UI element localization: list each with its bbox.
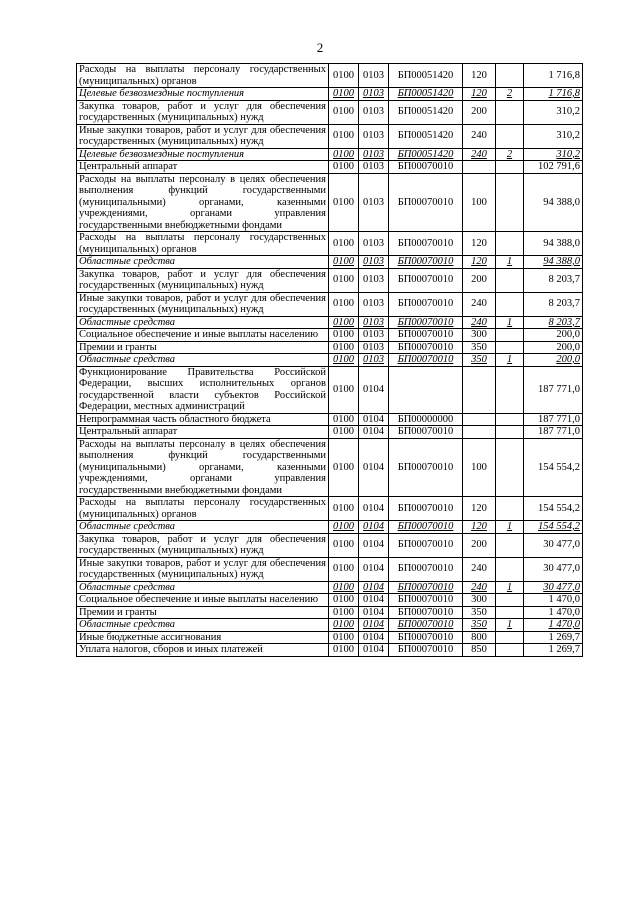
target-article-cell: БП00070010 bbox=[389, 354, 463, 367]
expense-type-cell: 120 bbox=[463, 88, 496, 101]
table-row bbox=[77, 413, 583, 426]
expense-type-cell: 240 bbox=[463, 316, 496, 329]
funding-source-cell bbox=[496, 438, 524, 497]
row-name-cell: Закупка товаров, работ и услуг для обеспечения государственных (муниципальных) нужд bbox=[77, 268, 329, 292]
expense-type-cell: 350 bbox=[463, 619, 496, 632]
amount-cell: 187 771,0 bbox=[524, 426, 583, 439]
funding-source-cell bbox=[496, 606, 524, 619]
table-row bbox=[77, 268, 583, 292]
row-name-cell: Расходы на выплаты персоналу государственных (муниципальных) органов bbox=[77, 64, 329, 88]
table-row bbox=[77, 148, 583, 161]
table-row bbox=[77, 354, 583, 367]
section-code-cell: 0100 bbox=[329, 124, 359, 148]
table-row bbox=[77, 581, 583, 594]
target-article-cell: БП00070010 bbox=[389, 426, 463, 439]
section-code-cell: 0100 bbox=[329, 581, 359, 594]
amount-cell: 1 470,0 bbox=[524, 594, 583, 607]
amount-cell: 1 716,8 bbox=[524, 88, 583, 101]
amount-cell: 154 554,2 bbox=[524, 521, 583, 534]
funding-source-cell bbox=[496, 413, 524, 426]
section-code-cell: 0100 bbox=[329, 426, 359, 439]
subsection-code-cell: 0103 bbox=[359, 232, 389, 256]
section-code-cell: 0100 bbox=[329, 413, 359, 426]
expense-type-cell: 300 bbox=[463, 594, 496, 607]
budget-table bbox=[76, 63, 583, 657]
section-code-cell: 0100 bbox=[329, 606, 359, 619]
funding-source-cell bbox=[496, 557, 524, 581]
subsection-code-cell: 0103 bbox=[359, 173, 389, 232]
subsection-code-cell: 0104 bbox=[359, 366, 389, 413]
row-name-cell: Областные средства bbox=[77, 316, 329, 329]
page-number: 2 bbox=[316, 40, 324, 55]
target-article-cell: БП00070010 bbox=[389, 292, 463, 316]
row-name-cell: Центральный аппарат bbox=[77, 161, 329, 174]
expense-type-cell bbox=[463, 366, 496, 413]
subsection-code-cell: 0103 bbox=[359, 100, 389, 124]
target-article-cell: БП00070010 bbox=[389, 557, 463, 581]
amount-cell: 200,0 bbox=[524, 341, 583, 354]
amount-cell: 102 791,6 bbox=[524, 161, 583, 174]
row-name-cell: Иные бюджетные ассигнования bbox=[77, 631, 329, 644]
subsection-code-cell: 0104 bbox=[359, 426, 389, 439]
expense-type-cell: 200 bbox=[463, 268, 496, 292]
subsection-code-cell: 0104 bbox=[359, 521, 389, 534]
expense-type-cell: 100 bbox=[463, 438, 496, 497]
section-code-cell: 0100 bbox=[329, 594, 359, 607]
funding-source-cell bbox=[496, 124, 524, 148]
funding-source-cell bbox=[496, 366, 524, 413]
expense-type-cell: 120 bbox=[463, 232, 496, 256]
subsection-code-cell: 0103 bbox=[359, 354, 389, 367]
expense-type-cell bbox=[463, 413, 496, 426]
section-code-cell: 0100 bbox=[329, 88, 359, 101]
amount-cell: 94 388,0 bbox=[524, 232, 583, 256]
target-article-cell: БП00070010 bbox=[389, 521, 463, 534]
table-row bbox=[77, 644, 583, 657]
target-article-cell: БП00070010 bbox=[389, 161, 463, 174]
amount-cell: 30 477,0 bbox=[524, 533, 583, 557]
expense-type-cell: 240 bbox=[463, 148, 496, 161]
target-article-cell: БП00000000 bbox=[389, 413, 463, 426]
row-name-cell: Целевые безвозмездные поступления bbox=[77, 88, 329, 101]
funding-source-cell bbox=[496, 100, 524, 124]
table-row bbox=[77, 533, 583, 557]
expense-type-cell: 120 bbox=[463, 256, 496, 269]
target-article-cell: БП00070010 bbox=[389, 533, 463, 557]
target-article-cell: БП00070010 bbox=[389, 644, 463, 657]
funding-source-cell bbox=[496, 631, 524, 644]
expense-type-cell: 850 bbox=[463, 644, 496, 657]
funding-source-cell bbox=[496, 426, 524, 439]
expense-type-cell: 120 bbox=[463, 497, 496, 521]
subsection-code-cell: 0103 bbox=[359, 292, 389, 316]
funding-source-cell: 1 bbox=[496, 256, 524, 269]
funding-source-cell: 2 bbox=[496, 148, 524, 161]
subsection-code-cell: 0104 bbox=[359, 497, 389, 521]
funding-source-cell: 1 bbox=[496, 521, 524, 534]
table-row bbox=[77, 64, 583, 88]
subsection-code-cell: 0104 bbox=[359, 438, 389, 497]
target-article-cell: БП00070010 bbox=[389, 606, 463, 619]
target-article-cell: БП00070010 bbox=[389, 329, 463, 342]
amount-cell: 1 269,7 bbox=[524, 644, 583, 657]
expense-type-cell bbox=[463, 161, 496, 174]
table-row bbox=[77, 232, 583, 256]
target-article-cell: БП00070010 bbox=[389, 631, 463, 644]
row-name-cell: Центральный аппарат bbox=[77, 426, 329, 439]
amount-cell: 200,0 bbox=[524, 329, 583, 342]
subsection-code-cell: 0103 bbox=[359, 268, 389, 292]
expense-type-cell: 350 bbox=[463, 354, 496, 367]
section-code-cell: 0100 bbox=[329, 316, 359, 329]
budget-table-body bbox=[77, 64, 583, 657]
expense-type-cell: 350 bbox=[463, 341, 496, 354]
amount-cell: 94 388,0 bbox=[524, 256, 583, 269]
section-code-cell: 0100 bbox=[329, 268, 359, 292]
subsection-code-cell: 0103 bbox=[359, 329, 389, 342]
funding-source-cell bbox=[496, 292, 524, 316]
row-name-cell: Иные закупки товаров, работ и услуг для обеспечения государственных (муниципальных) нужд bbox=[77, 557, 329, 581]
row-name-cell: Функционирование Правительства Российской Федерации, высших исполнительных органов государственной власти субъектов Российской Федерации, местных администраций bbox=[77, 366, 329, 413]
funding-source-cell: 2 bbox=[496, 88, 524, 101]
row-name-cell: Премии и гранты bbox=[77, 606, 329, 619]
table-row bbox=[77, 316, 583, 329]
subsection-code-cell: 0104 bbox=[359, 631, 389, 644]
target-article-cell: БП00070010 bbox=[389, 581, 463, 594]
subsection-code-cell: 0103 bbox=[359, 256, 389, 269]
table-row bbox=[77, 341, 583, 354]
target-article-cell: БП00070010 bbox=[389, 438, 463, 497]
row-name-cell: Расходы на выплаты персоналу в целях обеспечения выполнения функций государственными (муниципальными) органами, казенными учреждениями, органами управления государственными внебюджетными фондами bbox=[77, 173, 329, 232]
row-name-cell: Закупка товаров, работ и услуг для обеспечения государственных (муниципальных) нужд bbox=[77, 533, 329, 557]
subsection-code-cell: 0104 bbox=[359, 413, 389, 426]
section-code-cell: 0100 bbox=[329, 232, 359, 256]
section-code-cell: 0100 bbox=[329, 533, 359, 557]
section-code-cell: 0100 bbox=[329, 292, 359, 316]
expense-type-cell: 120 bbox=[463, 64, 496, 88]
row-name-cell: Иные закупки товаров, работ и услуг для обеспечения государственных (муниципальных) нужд bbox=[77, 124, 329, 148]
row-name-cell: Социальное обеспечение и иные выплаты населению bbox=[77, 594, 329, 607]
amount-cell: 1 470,0 bbox=[524, 606, 583, 619]
amount-cell: 200,0 bbox=[524, 354, 583, 367]
subsection-code-cell: 0104 bbox=[359, 594, 389, 607]
target-article-cell: БП00051420 bbox=[389, 64, 463, 88]
expense-type-cell: 100 bbox=[463, 173, 496, 232]
amount-cell: 154 554,2 bbox=[524, 497, 583, 521]
row-name-cell: Областные средства bbox=[77, 581, 329, 594]
table-row bbox=[77, 521, 583, 534]
expense-type-cell: 240 bbox=[463, 557, 496, 581]
section-code-cell: 0100 bbox=[329, 619, 359, 632]
table-row bbox=[77, 256, 583, 269]
subsection-code-cell: 0103 bbox=[359, 316, 389, 329]
expense-type-cell: 200 bbox=[463, 100, 496, 124]
subsection-code-cell: 0104 bbox=[359, 533, 389, 557]
amount-cell: 8 203,7 bbox=[524, 292, 583, 316]
section-code-cell: 0100 bbox=[329, 161, 359, 174]
subsection-code-cell: 0103 bbox=[359, 124, 389, 148]
amount-cell: 1 470,0 bbox=[524, 619, 583, 632]
table-row bbox=[77, 619, 583, 632]
expense-type-cell: 240 bbox=[463, 124, 496, 148]
section-code-cell: 0100 bbox=[329, 354, 359, 367]
section-code-cell: 0100 bbox=[329, 100, 359, 124]
expense-type-cell: 200 bbox=[463, 533, 496, 557]
row-name-cell: Областные средства bbox=[77, 256, 329, 269]
amount-cell: 1 716,8 bbox=[524, 64, 583, 88]
funding-source-cell bbox=[496, 232, 524, 256]
expense-type-cell bbox=[463, 426, 496, 439]
amount-cell: 310,2 bbox=[524, 148, 583, 161]
section-code-cell: 0100 bbox=[329, 256, 359, 269]
expense-type-cell: 120 bbox=[463, 521, 496, 534]
table-row bbox=[77, 594, 583, 607]
subsection-code-cell: 0103 bbox=[359, 341, 389, 354]
row-name-cell: Областные средства bbox=[77, 521, 329, 534]
funding-source-cell bbox=[496, 341, 524, 354]
target-article-cell: БП00070010 bbox=[389, 619, 463, 632]
funding-source-cell bbox=[496, 161, 524, 174]
subsection-code-cell: 0103 bbox=[359, 148, 389, 161]
subsection-code-cell: 0104 bbox=[359, 606, 389, 619]
section-code-cell: 0100 bbox=[329, 341, 359, 354]
expense-type-cell: 800 bbox=[463, 631, 496, 644]
table-row bbox=[77, 438, 583, 497]
amount-cell: 310,2 bbox=[524, 100, 583, 124]
table-row bbox=[77, 173, 583, 232]
funding-source-cell: 1 bbox=[496, 581, 524, 594]
table-row bbox=[77, 606, 583, 619]
table-row bbox=[77, 100, 583, 124]
target-article-cell: БП00070010 bbox=[389, 497, 463, 521]
funding-source-cell: 1 bbox=[496, 619, 524, 632]
funding-source-cell: 1 bbox=[496, 354, 524, 367]
funding-source-cell bbox=[496, 268, 524, 292]
expense-type-cell: 240 bbox=[463, 581, 496, 594]
amount-cell: 187 771,0 bbox=[524, 366, 583, 413]
funding-source-cell: 1 bbox=[496, 316, 524, 329]
funding-source-cell bbox=[496, 173, 524, 232]
amount-cell: 310,2 bbox=[524, 124, 583, 148]
amount-cell: 94 388,0 bbox=[524, 173, 583, 232]
table-row bbox=[77, 631, 583, 644]
funding-source-cell bbox=[496, 497, 524, 521]
table-row bbox=[77, 161, 583, 174]
section-code-cell: 0100 bbox=[329, 521, 359, 534]
funding-source-cell bbox=[496, 64, 524, 88]
subsection-code-cell: 0104 bbox=[359, 581, 389, 594]
table-row bbox=[77, 329, 583, 342]
target-article-cell bbox=[389, 366, 463, 413]
row-name-cell: Закупка товаров, работ и услуг для обеспечения государственных (муниципальных) нужд bbox=[77, 100, 329, 124]
subsection-code-cell: 0103 bbox=[359, 161, 389, 174]
target-article-cell: БП00051420 bbox=[389, 148, 463, 161]
target-article-cell: БП00070010 bbox=[389, 173, 463, 232]
amount-cell: 1 269,7 bbox=[524, 631, 583, 644]
amount-cell: 154 554,2 bbox=[524, 438, 583, 497]
row-name-cell: Областные средства bbox=[77, 354, 329, 367]
row-name-cell: Премии и гранты bbox=[77, 341, 329, 354]
row-name-cell: Уплата налогов, сборов и иных платежей bbox=[77, 644, 329, 657]
target-article-cell: БП00070010 bbox=[389, 232, 463, 256]
target-article-cell: БП00070010 bbox=[389, 341, 463, 354]
amount-cell: 8 203,7 bbox=[524, 268, 583, 292]
section-code-cell: 0100 bbox=[329, 173, 359, 232]
expense-type-cell: 300 bbox=[463, 329, 496, 342]
subsection-code-cell: 0104 bbox=[359, 557, 389, 581]
target-article-cell: БП00070010 bbox=[389, 316, 463, 329]
amount-cell: 30 477,0 bbox=[524, 581, 583, 594]
target-article-cell: БП00070010 bbox=[389, 256, 463, 269]
target-article-cell: БП00070010 bbox=[389, 268, 463, 292]
funding-source-cell bbox=[496, 533, 524, 557]
subsection-code-cell: 0104 bbox=[359, 644, 389, 657]
row-name-cell: Областные средства bbox=[77, 619, 329, 632]
section-code-cell: 0100 bbox=[329, 631, 359, 644]
target-article-cell: БП00070010 bbox=[389, 594, 463, 607]
row-name-cell: Расходы на выплаты персоналу государственных (муниципальных) органов bbox=[77, 232, 329, 256]
table-row bbox=[77, 366, 583, 413]
table-row bbox=[77, 557, 583, 581]
section-code-cell: 0100 bbox=[329, 329, 359, 342]
funding-source-cell bbox=[496, 644, 524, 657]
table-row bbox=[77, 88, 583, 101]
funding-source-cell bbox=[496, 594, 524, 607]
subsection-code-cell: 0104 bbox=[359, 619, 389, 632]
table-row bbox=[77, 497, 583, 521]
row-name-cell: Непрограммная часть областного бюджета bbox=[77, 413, 329, 426]
row-name-cell: Целевые безвозмездные поступления bbox=[77, 148, 329, 161]
table-row bbox=[77, 292, 583, 316]
row-name-cell: Социальное обеспечение и иные выплаты населению bbox=[77, 329, 329, 342]
table-row bbox=[77, 426, 583, 439]
section-code-cell: 0100 bbox=[329, 438, 359, 497]
amount-cell: 187 771,0 bbox=[524, 413, 583, 426]
section-code-cell: 0100 bbox=[329, 148, 359, 161]
subsection-code-cell: 0103 bbox=[359, 88, 389, 101]
section-code-cell: 0100 bbox=[329, 64, 359, 88]
subsection-code-cell: 0103 bbox=[359, 64, 389, 88]
section-code-cell: 0100 bbox=[329, 366, 359, 413]
section-code-cell: 0100 bbox=[329, 644, 359, 657]
expense-type-cell: 350 bbox=[463, 606, 496, 619]
row-name-cell: Расходы на выплаты персоналу в целях обеспечения выполнения функций государственными (муниципальными) органами, казенными учреждениями, органами управления государственными внебюджетными фондами bbox=[77, 438, 329, 497]
row-name-cell: Расходы на выплаты персоналу государственных (муниципальных) органов bbox=[77, 497, 329, 521]
funding-source-cell bbox=[496, 329, 524, 342]
expense-type-cell: 240 bbox=[463, 292, 496, 316]
target-article-cell: БП00051420 bbox=[389, 88, 463, 101]
table-row bbox=[77, 124, 583, 148]
section-code-cell: 0100 bbox=[329, 557, 359, 581]
target-article-cell: БП00051420 bbox=[389, 100, 463, 124]
amount-cell: 30 477,0 bbox=[524, 557, 583, 581]
section-code-cell: 0100 bbox=[329, 497, 359, 521]
row-name-cell: Иные закупки товаров, работ и услуг для обеспечения государственных (муниципальных) нужд bbox=[77, 292, 329, 316]
target-article-cell: БП00051420 bbox=[389, 124, 463, 148]
amount-cell: 8 203,7 bbox=[524, 316, 583, 329]
